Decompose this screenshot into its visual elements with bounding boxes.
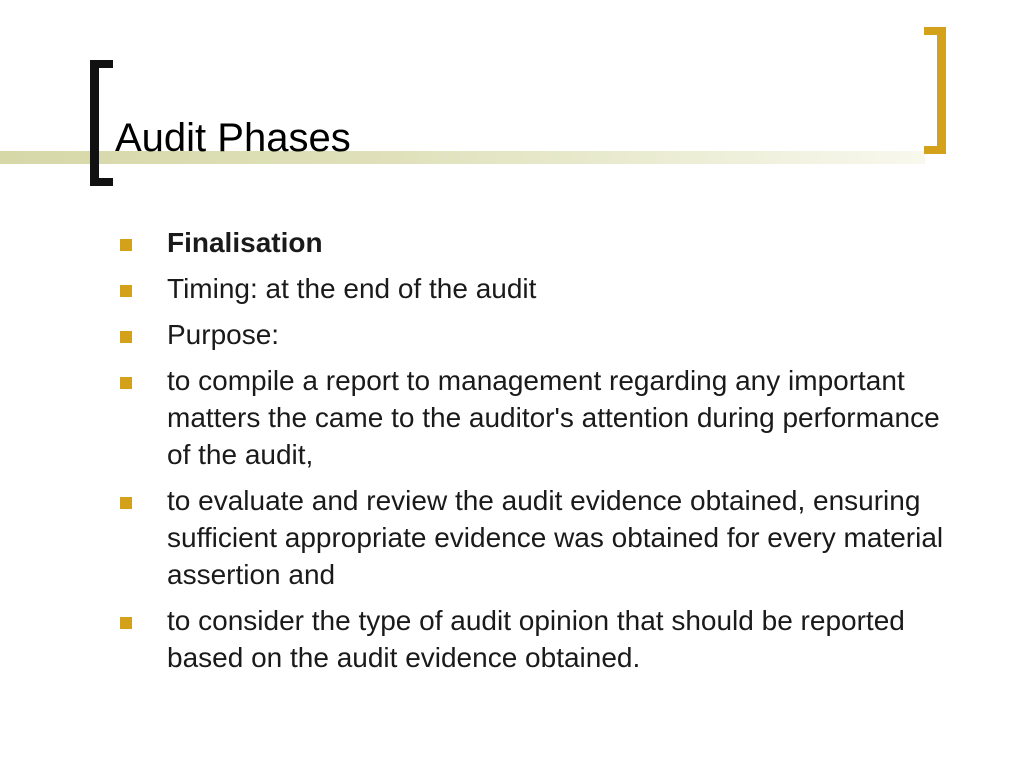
square-bullet-icon: [120, 377, 132, 389]
square-bullet-icon: [120, 239, 132, 251]
square-bullet-icon: [120, 617, 132, 629]
right-bracket-top-serif: [924, 27, 946, 35]
bullet-list: [120, 224, 960, 685]
bullet-item: [120, 362, 960, 473]
square-bullet-icon: [120, 331, 132, 343]
bullet-item: [120, 316, 960, 353]
right-bracket-bottom-serif: [924, 146, 946, 154]
bullet-text: Timing: at the end of the audit: [167, 273, 537, 304]
bullet-text: to consider the type of audit opinion that should be reported based on the audit evidence obtained.: [167, 605, 905, 673]
square-bullet-icon: [120, 285, 132, 297]
bullet-item: [120, 224, 960, 261]
bullet-item: [120, 602, 960, 676]
bullet-text: Purpose:: [167, 319, 280, 350]
left-bracket-top-serif: [90, 60, 113, 68]
bullet-text: Finalisation: [167, 227, 323, 258]
slide-title: Audit Phases: [115, 116, 351, 160]
left-bracket-bottom-serif: [90, 178, 113, 186]
bullet-item: [120, 482, 960, 593]
bullet-text: to evaluate and review the audit evidence obtained, ensuring sufficient appropriate evidence was obtained for every material assertion and: [167, 485, 944, 590]
right-bracket-vertical: [937, 27, 946, 154]
bullet-text: to compile a report to management regarding any important matters the came to the auditor's attention during performance of the audit,: [167, 365, 940, 470]
bullet-item: [120, 270, 960, 307]
left-bracket-vertical: [90, 60, 99, 186]
square-bullet-icon: [120, 497, 132, 509]
